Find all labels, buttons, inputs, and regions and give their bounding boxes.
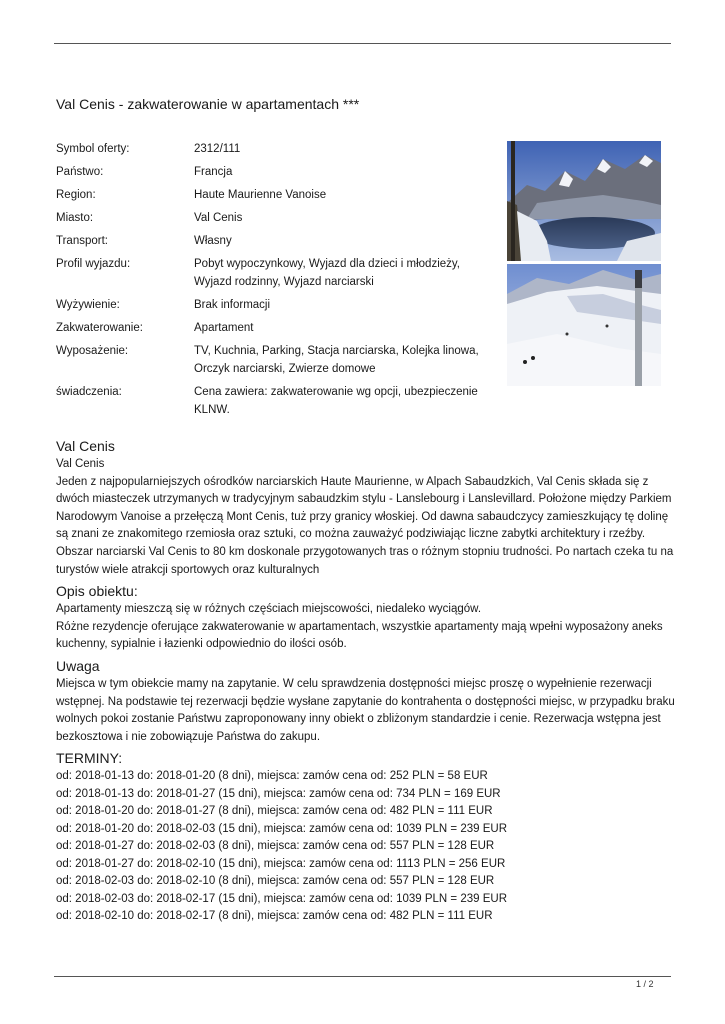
term-item: od: 2018-02-10 do: 2018-02-17 (8 dni), miejsca: zamów cena od: 482 PLN = 111 EUR [56, 910, 493, 923]
detail-label: Region: [56, 189, 96, 201]
detail-label: Wyżywienie: [56, 299, 120, 311]
detail-row-transport [56, 232, 496, 250]
detail-label: Zakwaterowanie: [56, 322, 143, 334]
section-title-object: Opis obiektu: [56, 583, 138, 600]
header-rule [54, 43, 671, 44]
footer-rule [54, 976, 671, 977]
resort-description: Jeden z najpopularniejszych ośrodków narciarskich Haute Maurienne, w Alpach Sabaudzkich, Val Cenis składa się z dwóch miasteczek utrzymanych w tradycyjnym sabaudzkim stylu - Lanslebourg i Lanslevillard. Położone między Parkiem Narodowym Vanoise a przełęczą Mont Cenis, tuż przy granicy włoskiej. Od dawna sabaudczycy zamieszkujący tę dolinę są znani ze znakomitego rzemiosła oraz sztuki, co można zauważyć podziwiając liczne zabytki architektury i rzeźby. Obszar narciarski Val Cenis to 80 km doskonale przygotowanych tras o różnym stopniu trudności. Po nartach czeka tu na turystów wiele atrakcji sportowych oraz kulturalnych [56, 475, 674, 576]
term-item: od: 2018-01-13 do: 2018-01-20 (8 dni), miejsca: zamów cena od: 252 PLN = 58 EUR [56, 770, 488, 783]
detail-row-city [56, 209, 496, 227]
detail-row-services [56, 383, 496, 419]
detail-value: Val Cenis [194, 212, 243, 224]
page-number: 1 / 2 [636, 979, 654, 989]
main-content [56, 436, 676, 926]
detail-label: Symbol oferty: [56, 143, 130, 155]
detail-row-equipment [56, 342, 496, 378]
detail-value: Cena zawiera: zakwaterowanie wg opcji, ubezpieczenie KLNW. [194, 386, 478, 416]
detail-value: Brak informacji [194, 299, 271, 311]
section-title-terms: TERMINY: [56, 750, 123, 767]
offer-details-table [56, 140, 496, 424]
section-title-note: Uwaga [56, 657, 100, 674]
page-title: Val Cenis - zakwaterowanie w apartamentach *** [56, 96, 360, 112]
detail-label: Transport: [56, 235, 108, 247]
term-item: od: 2018-02-03 do: 2018-02-10 (8 dni), miejsca: zamów cena od: 557 PLN = 128 EUR [56, 875, 495, 888]
detail-value: Apartament [194, 322, 254, 334]
detail-label: Profil wyjazdu: [56, 258, 131, 270]
term-item: od: 2018-01-27 do: 2018-02-03 (8 dni), miejsca: zamów cena od: 557 PLN = 128 EUR [56, 840, 495, 853]
photo-mountain-lake [507, 141, 661, 261]
detail-value: Własny [194, 235, 232, 247]
detail-row-region [56, 186, 496, 204]
term-item: od: 2018-01-20 do: 2018-02-03 (15 dni), miejsca: zamów cena od: 1039 PLN = 239 EUR [56, 822, 508, 835]
term-item: od: 2018-01-20 do: 2018-01-27 (8 dni), miejsca: zamów cena od: 482 PLN = 111 EUR [56, 805, 493, 818]
object-description-line: Różne rezydencje oferujące zakwaterowanie w apartamentach, wszystkie apartamenty mają wpełni wyposażony aneks kuchenny, sypialnie i łazienki odpowiednio do ilości osób. [56, 620, 663, 651]
terms-list [56, 768, 676, 926]
detail-row-symbol [56, 140, 496, 158]
detail-value: Francja [194, 166, 233, 178]
term-item: od: 2018-01-27 do: 2018-02-10 (15 dni), miejsca: zamów cena od: 1113 PLN = 256 EUR [56, 857, 506, 870]
note-text: Miejsca w tym obiekcie mamy na zapytanie. W celu sprawdzenia dostępności miejsc proszę o wypełnienie rezerwacji wstępnej. Na podstawie tej rezerwacji będzie wysłane zapytanie do kontrahenta o dostępności miejsc, w przypadku braku wolnych pokoi zostanie Państwu zaproponowany inny obiekt o zbliżonym standardzie i cenie. Rezerwacja wstępna jest bezkosztowa i nie zobowiązuje Państwa do zakupu. [56, 677, 675, 743]
detail-value: Pobyt wypoczynkowy, Wyjazd dla dzieci i młodzieży, Wyjazd rodzinny, Wyjazd narciarski [194, 258, 460, 288]
object-description-line: Apartamenty mieszczą się w różnych częściach miejscowości, niedaleko wyciągów. [56, 603, 482, 616]
resort-subtitle: Val Cenis [56, 458, 105, 470]
detail-row-country [56, 163, 496, 181]
detail-row-accommodation [56, 319, 496, 337]
detail-row-board [56, 296, 496, 314]
photo-ski-slope [507, 264, 661, 386]
detail-value: TV, Kuchnia, Parking, Stacja narciarska, Kolejka linowa, Orczyk narciarski, Zwierze domowe [194, 345, 479, 375]
detail-row-profile [56, 255, 496, 291]
detail-label: świadczenia: [56, 386, 122, 398]
detail-label: Wyposażenie: [56, 345, 129, 357]
term-item: od: 2018-02-03 do: 2018-02-17 (15 dni), miejsca: zamów cena od: 1039 PLN = 239 EUR [56, 892, 508, 905]
detail-value: Haute Maurienne Vanoise [194, 189, 327, 201]
section-title-resort: Val Cenis [56, 438, 115, 454]
detail-value: 2312/111 [194, 143, 241, 155]
detail-label: Państwo: [56, 166, 104, 178]
term-item: od: 2018-01-13 do: 2018-01-27 (15 dni), miejsca: zamów cena od: 734 PLN = 169 EUR [56, 787, 501, 800]
detail-label: Miasto: [56, 212, 94, 224]
